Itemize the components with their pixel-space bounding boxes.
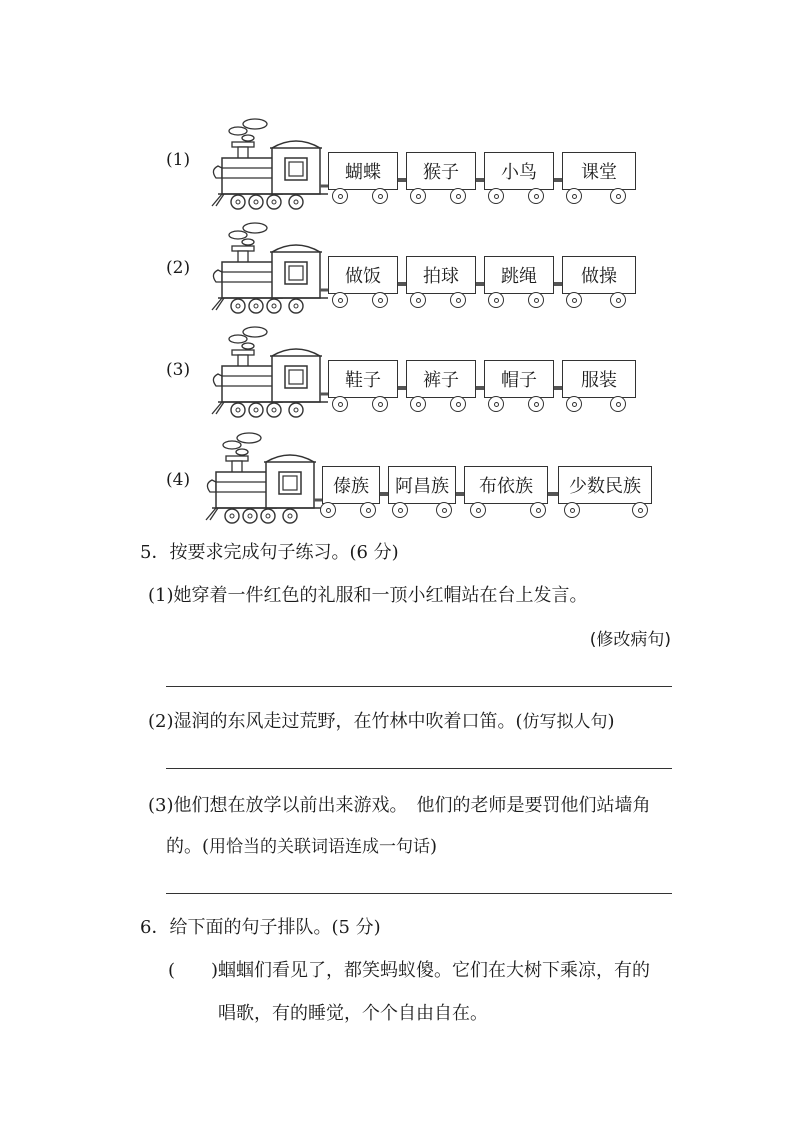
q5-sentence-3-line-1: (3)他们想在放学以前出来游戏。 他们的老师是要罚他们站墙角 (148, 795, 651, 816)
train-label: (4) (166, 470, 191, 490)
train-car: 做操 (562, 256, 636, 294)
train-car: 做饭 (328, 256, 398, 294)
q5-heading: 5．按要求完成句子练习。(6 分) (140, 542, 399, 563)
train-car: 鞋子 (328, 360, 398, 398)
train-label: (2) (166, 258, 191, 278)
train-car: 小鸟 (484, 152, 554, 190)
locomotive-icon (160, 222, 330, 317)
train-4 (160, 432, 660, 532)
train-car: 课堂 (562, 152, 636, 190)
train-car: 裤子 (406, 360, 476, 398)
locomotive-icon (160, 118, 330, 213)
train-car: 跳绳 (484, 256, 554, 294)
train-car: 猴子 (406, 152, 476, 190)
train-1 (160, 118, 660, 218)
train-car: 帽子 (484, 360, 554, 398)
q5-sentence-2: (2)湿润的东风走过荒野，在竹林中吹着口笛。(仿写拟人句) (148, 711, 615, 732)
train-car: 蝴蝶 (328, 152, 398, 190)
train-2 (160, 222, 660, 322)
train-label: (3) (166, 360, 191, 380)
q5-s2-hint: 仿写拟人句 (522, 712, 608, 732)
train-label: (1) (166, 150, 191, 170)
locomotive-icon (154, 432, 324, 527)
train-3 (160, 326, 660, 426)
answer-line-1[interactable] (166, 686, 672, 687)
train-car: 少数民族 (558, 466, 652, 504)
locomotive-icon (160, 326, 330, 421)
q5-s1-hint: (修改病句) (589, 630, 671, 650)
q6-heading: 6．给下面的句子排队。(5 分) (140, 917, 381, 938)
train-car: 阿昌族 (388, 466, 456, 504)
q5-s3-hint: 用恰当的关联词语连成一句话 (209, 837, 431, 857)
train-car: 服装 (562, 360, 636, 398)
answer-line-2[interactable] (166, 768, 672, 769)
train-car: 布依族 (464, 466, 548, 504)
q6-sentence-line-2: 唱歌，有的睡觉，个个自由自在。 (218, 1003, 488, 1024)
train-car: 拍球 (406, 256, 476, 294)
q5-sentence-3-line-2: 的。(用恰当的关联词语连成一句话) (166, 836, 438, 857)
q5-sentence-1: (1)她穿着一件红色的礼服和一顶小红帽站在台上发言。 (148, 585, 588, 606)
train-car: 傣族 (322, 466, 380, 504)
q6-sentence-line-1: 蝈蝈们看见了，都笑蚂蚁傻。它们在大树下乘凉，有的 (218, 960, 650, 981)
q6-order-blank[interactable]: ( ) (168, 960, 219, 981)
answer-line-3[interactable] (166, 893, 672, 894)
